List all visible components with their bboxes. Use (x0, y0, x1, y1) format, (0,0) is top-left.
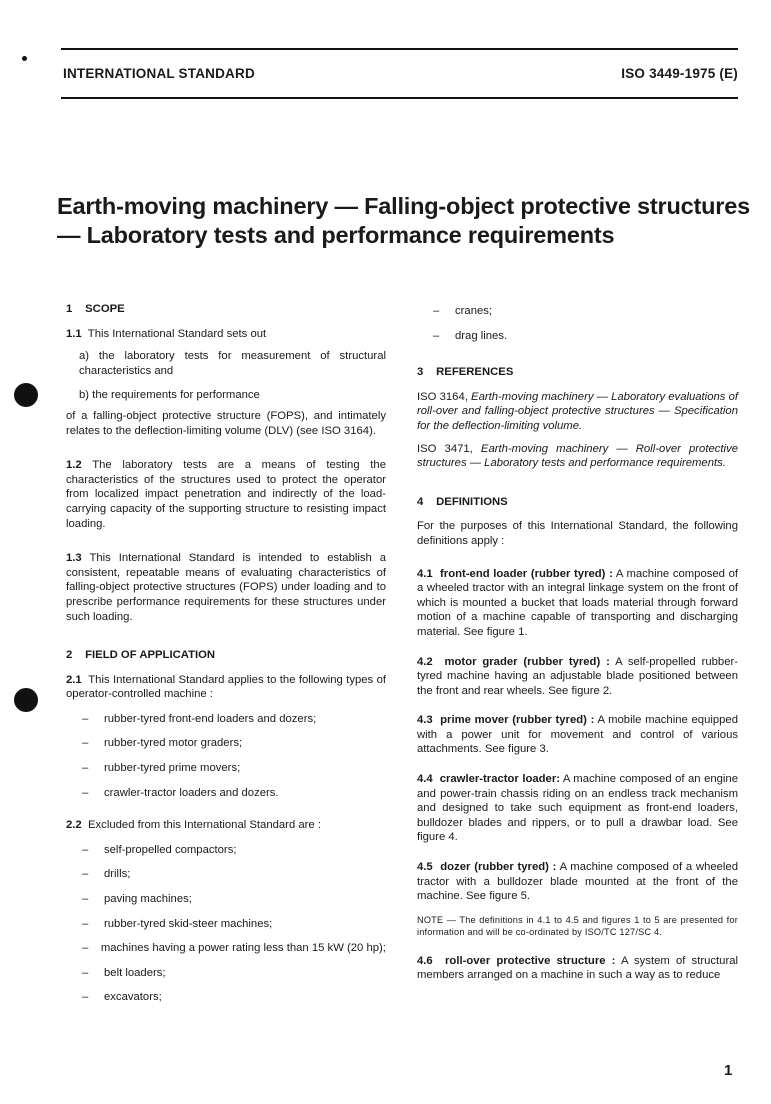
right-column (417, 304, 738, 995)
list-item: – paving machines; (82, 893, 192, 906)
left-column (66, 302, 386, 1015)
document-title (57, 192, 757, 250)
list-item: – drills; (82, 868, 131, 881)
definition-4-3: 4.3 prime mover (rubber tyred) : A mobile machine equipped with a power unit for movement and control of various attachments. See figure 3. (417, 714, 738, 756)
definition-4-1: 4.1 front-end loader (rubber tyred) : A machine composed of a wheeled tractor with an integral linkage system on the front of which is mounted a bucket that loads material through forward motion of a machine capable of transporting and discharging material. See figure 1. (417, 567, 739, 638)
clause-1-3: 1.3 This International Standard is intended to establish a consistent, repeatable means of evaluating characteristics of falling-object protective structures (FOPS) under loading and to prescribe performance requirements for these structures under such loading. (66, 552, 386, 623)
definitions-note: NOTE — The definitions in 4.1 to 4.5 and figures 1 to 5 are presented for information and will be co-ordinated by ISO/TC 127/SC 4. (417, 914, 738, 937)
header-standard-number: ISO 3449-1975 (E) (621, 66, 738, 81)
reference-iso-3471: ISO 3471, Earth-moving machinery — Roll-over protective structures — Laboratory tests and performance requirements. (417, 442, 738, 470)
clause-1-1: 1.1 This International Standard sets out (66, 327, 267, 340)
list-item: – rubber-tyred skid-steer machines; (82, 917, 273, 930)
clause-2-1: 2.1 This International Standard applies to the following types of operator-controlled machine : (66, 673, 386, 701)
list-item: – rubber-tyred motor graders; (82, 737, 243, 750)
punch-hole-mark-2 (14, 688, 38, 712)
title-line-2: — Laboratory tests and performance requirements (57, 222, 615, 248)
section-heading-field-of-application: 2 FIELD OF APPLICATION (66, 649, 216, 662)
header-bottom-rule (61, 97, 738, 99)
scan-mark-top (22, 56, 27, 61)
list-item: – cranes; (433, 305, 493, 317)
clause-1-1-item-b: b) the requirements for performance (79, 389, 260, 402)
definition-4-6: 4.6 roll-over protective structure : A system of structural members arranged on a machine in such a way as to reduce (417, 954, 739, 982)
punch-hole-mark-1 (14, 383, 38, 407)
definition-4-5: 4.5 dozer (rubber tyred) : A machine composed of a wheeled tractor with a bulldozer blade mounted at the front of the machine. See figure 5. (417, 861, 739, 903)
clause-1-1-item-a: a) the laboratory tests for measurement of structural characteristics and (79, 350, 386, 377)
list-item: – belt loaders; (82, 966, 166, 979)
page-number: 1 (724, 1062, 733, 1079)
header-top-rule (61, 48, 738, 50)
section-heading-definitions: 4 DEFINITIONS (417, 495, 508, 508)
clause-2-2: 2.2 Excluded from this International Standard are : (66, 819, 321, 832)
list-item: – self-propelled compactors; (82, 843, 237, 856)
list-item: – crawler-tractor loaders and dozers. (82, 786, 279, 799)
list-item: – excavators; (82, 991, 162, 1004)
list-item: – rubber-tyred front-end loaders and dozers; (82, 712, 317, 725)
title-line-1: Earth-moving machinery — Falling-object protective structures (57, 193, 750, 219)
definition-4-4: 4.4 crawler-tractor loader: A machine composed of an engine and power-train chassis riding on an endless track mechanism and designed to take such equipment as front-end loaders, bulldozer blades and rippers, or to pull a drawbar load. See figure 4. (417, 773, 738, 844)
list-item: – drag lines. (433, 329, 508, 342)
section-heading-scope: 1 SCOPE (66, 303, 125, 315)
definition-4-2: 4.2 motor grader (rubber tyred) : A self-propelled rubber-tyred machine having an adjustable blade positioned between the front and rear wheels. See figure 2. (417, 655, 739, 697)
clause-1-1-continuation: of a falling-object protective structure (FOPS), and intimately relates to the deflection-limiting volume (DLV) (see ISO 3164). (66, 409, 386, 437)
header-standard-label: INTERNATIONAL STANDARD (63, 66, 255, 81)
list-item: – machines having a power rating less than 15 kW (20 hp); (82, 942, 386, 955)
definitions-intro: For the purposes of this International Standard, the following definitions apply : (417, 520, 738, 547)
section-heading-references: 3 REFERENCES (417, 366, 514, 379)
clause-1-2: 1.2 The laboratory tests are a means of testing the characteristics of the structures used to protect the operator from localized impact penetration and indirectly of the load-carrying capacity of the supporting structure to resisting impact loading. (66, 459, 386, 530)
reference-iso-3164: ISO 3164, Earth-moving machinery — Laboratory evaluations of roll-over and falling-object protective structures — Specification for the deflection-limiting volume. (417, 390, 738, 432)
list-item: – rubber-tyred prime movers; (82, 762, 241, 775)
